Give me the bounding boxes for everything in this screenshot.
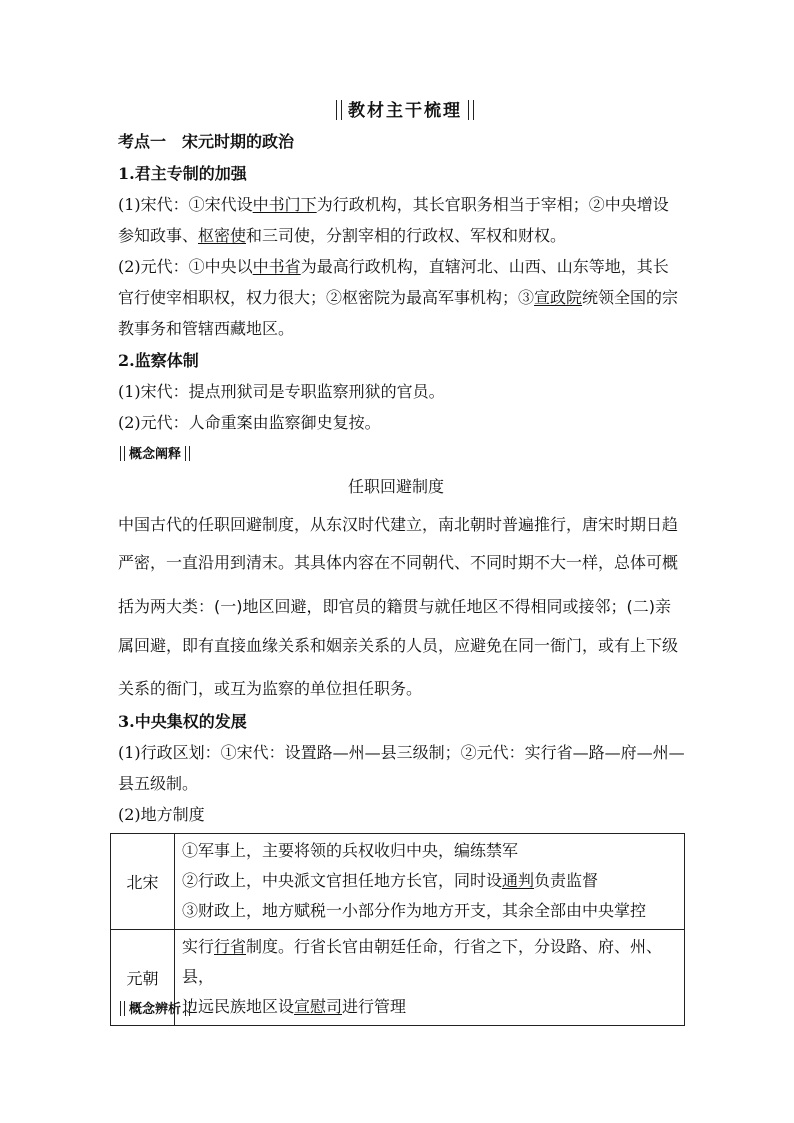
local-system-table [110, 833, 685, 1026]
keyword-tongpan: 通判 [502, 871, 535, 890]
yuanchao-line-2: 边远民族地区设宣慰司进行管理 [182, 997, 407, 1016]
row-head-yuanchao: 元朝 [111, 930, 175, 1026]
keyword-xuanweisi: 宣慰司 [294, 997, 343, 1016]
yuanchao-line-1: 实行行省制度。行省长官由朝廷任命，行省之下，分设路、府、州、县， [182, 937, 663, 986]
concept-line-5: 关系的衙门，或互为监察的单位担任职务。 [118, 679, 423, 698]
row-body-beisong [175, 834, 685, 930]
beisong-line-3: ③财政上，地方赋税一小部分作为地方开支，其余全部由中央掌控 [182, 901, 647, 920]
concept-line-2: 严密，一直沿用到清末。其具体内容在不同朝代、不同时期不大一样，总体可概 [118, 553, 679, 572]
section-title [330, 96, 480, 121]
beisong-line-2: ②行政上，中央派文官担任地方长官，同时设通判负责监督 [182, 871, 599, 890]
title-left-bars [336, 100, 342, 120]
paragraph-supervision-yuan: (2)元代：人命重案由监察御史复按。 [118, 413, 381, 432]
row-body-yuanchao [175, 930, 685, 1026]
row-head-beisong: 北宋 [111, 834, 175, 930]
keyword-zhongshusheng: 中书省 [252, 257, 301, 276]
subheading-2: 2.监察体制 [118, 351, 199, 370]
keyword-xingsheng: 行省 [214, 937, 247, 956]
paragraph-yuan-line1: (2)元代：①中央以中书省为最高行政机构，直辖河北、山西、山东等地，其长 [118, 257, 669, 276]
keyword-xuanzhengyuan: 宣政院 [534, 288, 583, 307]
table-row-yuanchao [111, 930, 685, 1026]
concept-distinction-tag: 概念辨析 [116, 998, 194, 1017]
paragraph-yuan-line3: 教事务和管辖西藏地区。 [118, 319, 295, 338]
subheading-3: 3.中央集权的发展 [118, 712, 247, 731]
keyword-zhongshumenxia: 中书门下 [252, 195, 317, 214]
paragraph-local-system: (2)地方制度 [118, 805, 205, 824]
paragraph-song-line1: (1)宋代：①宋代设中书门下为行政机构，其长官职务相当于宰相；②中央增设 [118, 195, 669, 214]
beisong-line-1: ①军事上，主要将领的兵权收归中央，编练禁军 [182, 841, 519, 860]
concept-line-1: 中国古代的任职回避制度，从东汉时代建立，南北朝时普遍推行，唐宋时期日趋 [118, 515, 679, 534]
paragraph-division-line2: 县五级制。 [118, 774, 199, 793]
paragraph-yuan-line2: 官行使宰相职权，权力很大；②枢密院为最高军事机构；③宣政院统领全国的宗 [118, 288, 679, 307]
concept-explanation-tag: 概念阐释 [116, 443, 194, 462]
paragraph-supervision-song: (1)宋代：提点刑狱司是专职监察刑狱的官员。 [118, 382, 445, 401]
paragraph-song-line2: 参知政事、枢密使和三司使，分割宰相的行政权、军权和财权。 [118, 226, 567, 245]
title-right-bars [468, 100, 474, 120]
concept-line-4: 属回避，即有直接血缘关系和姻亲关系的人员，应避免在同一衙门，或有上下级 [118, 636, 679, 655]
section-title-text: 教材主干梳理 [348, 101, 462, 121]
keyword-shumishi: 枢密使 [198, 226, 247, 245]
paragraph-division-line1: (1)行政区划：①宋代：设置路—州—县三级制；②元代：实行省—路—府—州— [118, 743, 685, 762]
topic-heading: 考点一 宋元时期的政治 [118, 132, 295, 151]
concept-title: 任职回避制度 [348, 477, 445, 496]
table-row-beisong [111, 834, 685, 930]
subheading-1: 1.君主专制的加强 [118, 164, 247, 183]
concept-line-3: 括为两大类：(一)地区回避，即官员的籍贯与就任地区不得相同或接邻；(二)亲 [118, 597, 671, 616]
